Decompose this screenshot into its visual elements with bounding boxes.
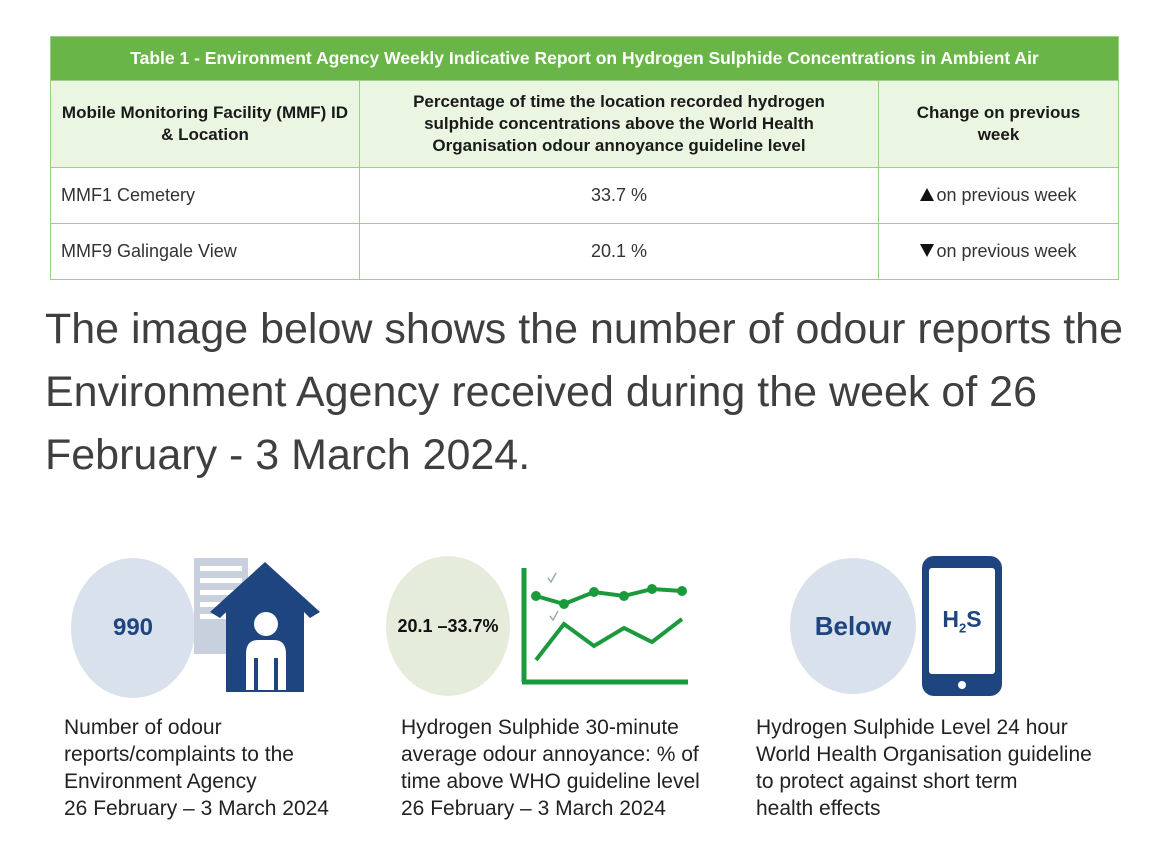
guideline-circle <box>790 558 916 694</box>
house-person-icon <box>190 554 322 694</box>
row-percentage: 20.1 % <box>360 224 879 280</box>
percentage-circle <box>386 556 510 696</box>
table-row <box>51 224 1119 280</box>
phone-h2s-icon <box>922 556 1002 696</box>
up-arrow-icon <box>920 188 934 201</box>
row-change <box>879 224 1119 280</box>
row-location: MMF1 Cemetery <box>51 168 360 224</box>
percentage-caption <box>401 714 746 822</box>
header-location: Mobile Monitoring Facility (MMF) ID & Location <box>51 81 360 168</box>
intro-paragraph: The image below shows the number of odour reports the Environment Agency received during the week of 26 February - 3 March 2024. <box>45 305 1123 479</box>
caption-line: World Health Organisation guideline <box>756 743 1092 766</box>
reports-value: 990 <box>112 614 154 641</box>
caption-line: average odour annoyance: % of <box>401 743 699 766</box>
caption-line: Environment Agency <box>64 770 257 793</box>
row-change <box>879 168 1119 224</box>
caption-line: Hydrogen Sulphide 30-minute <box>401 716 679 739</box>
phone-screen <box>929 568 995 674</box>
h2s-label: $H_2S$ <box>942 606 982 636</box>
guideline-value: Below <box>814 610 892 641</box>
row-change-text: on previous week <box>936 241 1077 261</box>
caption-line: Hydrogen Sulphide Level 24 hour <box>756 716 1068 739</box>
caption-line: health effects <box>756 797 881 820</box>
caption-line: to protect against short term <box>756 770 1018 793</box>
reports-circle <box>71 558 195 698</box>
guideline-caption <box>756 714 1156 822</box>
table-title: Table 1 - Environment Agency Weekly Indicative Report on Hydrogen Sulphide Concentrations in Ambient Air <box>51 37 1119 81</box>
row-percentage: 33.7 % <box>360 168 879 224</box>
caption-line: 26 February – 3 March 2024 <box>401 797 666 820</box>
down-arrow-icon <box>920 244 934 257</box>
percentage-value: 20.1 –33.7% <box>397 615 499 636</box>
caption-line: Number of odour <box>64 716 222 739</box>
caption-line: reports/complaints to the <box>64 743 294 766</box>
caption-line: time above WHO guideline level <box>401 770 700 793</box>
phone-home-dot <box>958 681 966 689</box>
row-change-text: on previous week <box>936 185 1077 205</box>
row-location: MMF9 Galingale View <box>51 224 360 280</box>
header-change: Change on previous week <box>879 81 1119 168</box>
table-row <box>51 168 1119 224</box>
reports-caption <box>64 714 394 822</box>
caption-line: 26 February – 3 March 2024 <box>64 797 329 820</box>
line-chart-icon <box>514 564 692 690</box>
report-table-container <box>50 36 1118 280</box>
report-table <box>50 36 1119 280</box>
header-percentage: Percentage of time the location recorded hydrogen sulphide concentrations above the World Health Organisation odour annoyance guideline level <box>360 81 879 168</box>
